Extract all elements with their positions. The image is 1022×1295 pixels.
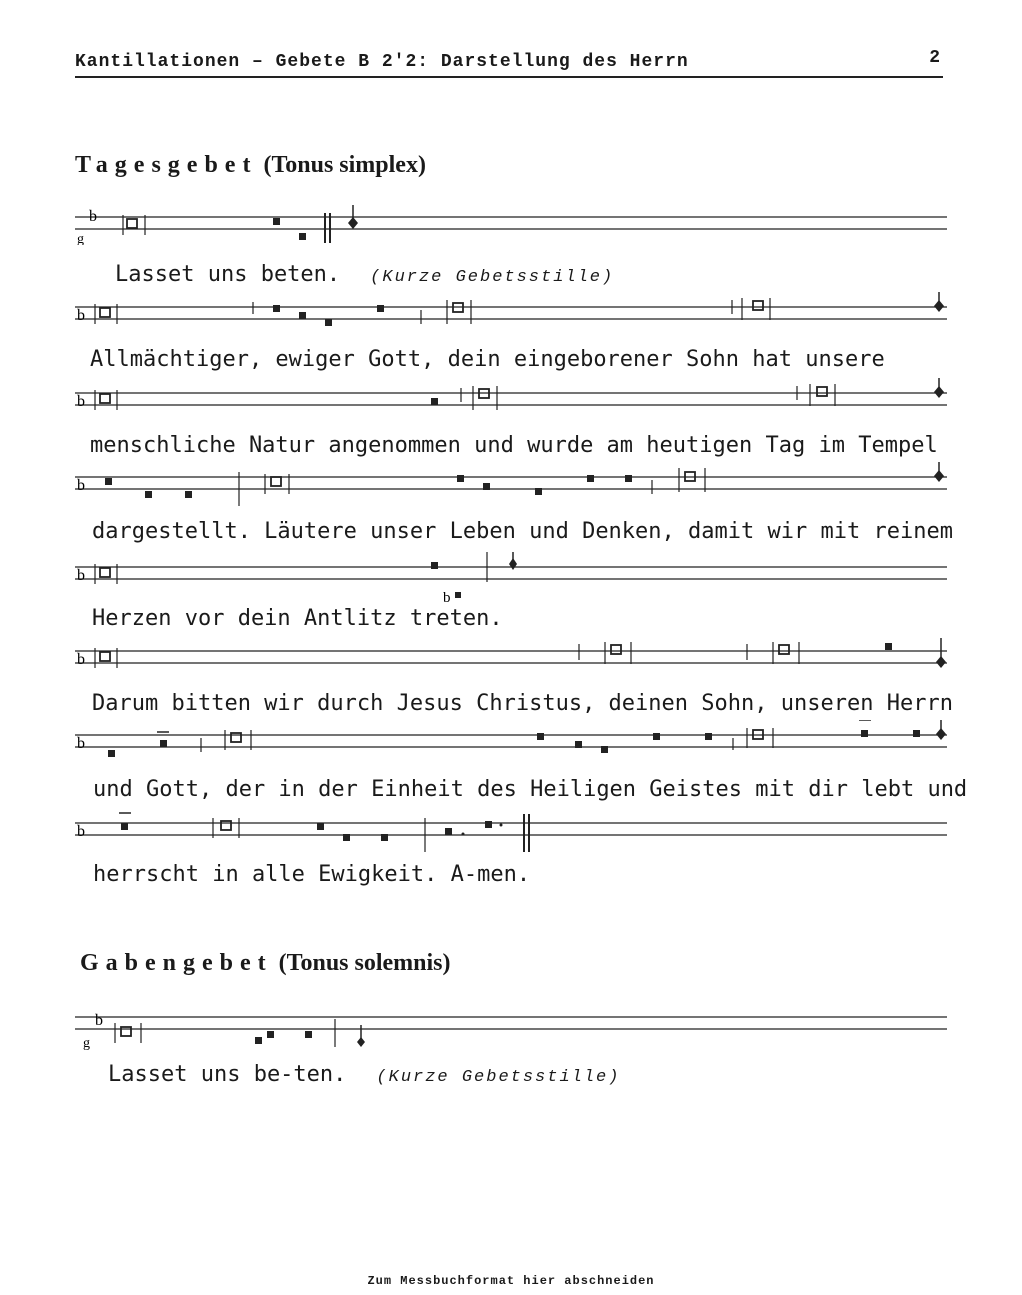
lyric-text: herrscht in alle Ewigkeit. A-men. xyxy=(93,862,531,887)
rubric-text: (Kurze Gebetsstille) xyxy=(376,1068,621,1087)
chant-stave xyxy=(75,552,950,602)
lyric-line xyxy=(115,262,614,287)
chant-stave xyxy=(75,378,950,418)
chant-stave xyxy=(75,292,950,332)
chant-stave xyxy=(75,720,950,760)
flat-sign: b xyxy=(95,1012,103,1029)
clef-sign: g xyxy=(77,232,84,245)
section-title-main: Tagesgebet xyxy=(75,152,258,178)
page-number: 2 xyxy=(929,48,941,68)
lyric-line xyxy=(108,1062,620,1087)
chant-stave xyxy=(75,462,950,502)
flat-sign: b xyxy=(89,208,97,225)
page-header xyxy=(75,48,943,78)
lyric-text: dargestellt. Läutere unser Leben und Denken, damit wir mit reinem xyxy=(92,519,953,544)
rubric-text: (Kurze Gebetsstille) xyxy=(370,268,615,287)
chant-stave xyxy=(75,808,950,848)
lyric-text: Herzen vor dein Antlitz treten. xyxy=(92,606,503,631)
lyric-line xyxy=(93,862,530,887)
section-title-main: Gabengebet xyxy=(80,950,273,976)
flat-sign: b xyxy=(77,735,85,752)
lyric-text: Lasset uns be-ten. xyxy=(108,1062,347,1087)
lyric-line xyxy=(90,433,938,458)
cut-line-note: Zum Messbuchformat hier abschneiden xyxy=(367,1274,655,1288)
flat-sign: b xyxy=(77,651,85,668)
lyric-text: Allmächtiger, ewiger Gott, dein eingeborener Sohn hat unsere xyxy=(90,347,885,372)
flat-sign: b xyxy=(77,307,85,324)
flat-sign: b xyxy=(77,477,85,494)
lyric-line xyxy=(92,606,503,631)
chant-stave xyxy=(75,205,950,245)
section-title-sub: (Tonus simplex) xyxy=(257,152,426,178)
chant-stave xyxy=(75,636,950,676)
flat-sign: b xyxy=(77,823,85,840)
lyric-line xyxy=(92,691,953,716)
lyric-text: Lasset uns beten. xyxy=(115,262,341,287)
lyric-text: und Gott, der in der Einheit des Heiligen Geistes mit dir lebt und xyxy=(93,777,968,802)
flat-sign: b xyxy=(77,393,85,410)
chant-stave xyxy=(75,1005,950,1050)
lyric-text: menschliche Natur angenommen und wurde am heutigen Tag im Tempel xyxy=(90,433,938,458)
lyric-line xyxy=(93,777,967,802)
section-title-tagesgebet xyxy=(75,152,426,179)
section-title-gabengebet xyxy=(80,950,451,977)
lyric-text: Darum bitten wir durch Jesus Christus, deinen Sohn, unseren Herrn xyxy=(92,691,953,716)
clef-sign: g xyxy=(83,1036,90,1050)
header-title: Kantillationen – Gebete B 2'2: Darstellung des Herrn xyxy=(75,52,689,72)
lyric-line xyxy=(92,519,953,544)
section-title-sub: (Tonus solemnis) xyxy=(272,950,451,976)
flat-sign: b xyxy=(443,590,451,602)
lyric-line xyxy=(90,347,885,372)
flat-sign: b xyxy=(77,567,85,584)
